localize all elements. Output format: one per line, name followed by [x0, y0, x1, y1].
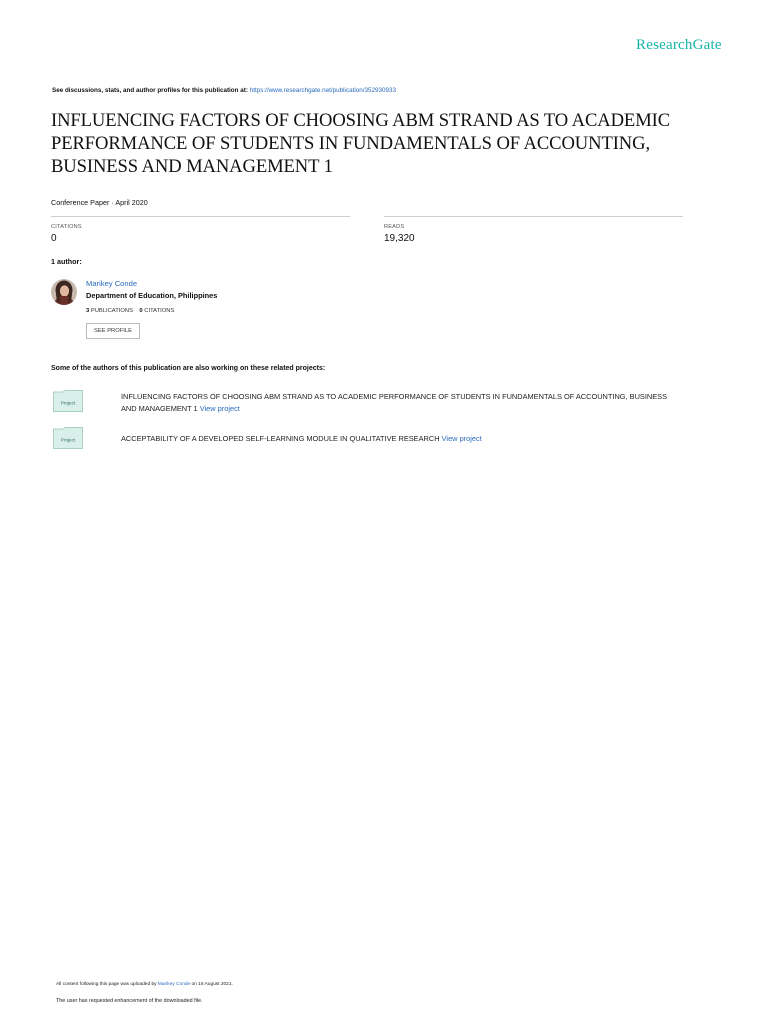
- author-stats: [86, 308, 174, 314]
- project-title: ACCEPTABILITY OF A DEVELOPED SELF-LEARNING MODULE IN QUALITATIVE RESEARCH: [121, 434, 440, 443]
- divider-left: [51, 216, 350, 217]
- reads-label: READS: [384, 224, 405, 230]
- reads-value: 19,320: [384, 233, 415, 244]
- project-item: [121, 391, 676, 415]
- project-item: [121, 433, 676, 445]
- folder-icon: [53, 390, 83, 412]
- citations-label: CITATIONS: [51, 224, 82, 230]
- avatar[interactable]: [51, 279, 77, 305]
- see-profile-button[interactable]: SEE PROFILE: [86, 323, 140, 339]
- project-icon-label: Project: [60, 437, 76, 443]
- author-citations-label: CITATIONS: [144, 308, 175, 314]
- uploader-link[interactable]: Marikey Conde: [157, 982, 191, 987]
- author-publications-label: PUBLICATIONS: [90, 308, 133, 314]
- project-icon-label: Project: [60, 400, 76, 406]
- author-name-link[interactable]: Marikey Conde: [86, 279, 138, 288]
- author-photo: [51, 279, 77, 305]
- see-discussions-line: [52, 87, 396, 94]
- publication-title: INFLUENCING FACTORS OF CHOOSING ABM STRAND AS TO ACADEMIC PERFORMANCE OF STUDENTS IN FUNDAMENTALS OF ACCOUNTING, BUSINESS AND MANAGEMENT 1: [51, 110, 671, 177]
- publication-type-date: Conference Paper · April 2020: [51, 198, 148, 207]
- author-affiliation: Department of Education, Philippines: [86, 291, 218, 300]
- view-project-link[interactable]: View project: [441, 434, 482, 443]
- author-citations-count: 0: [139, 308, 143, 314]
- authors-heading: 1 author:: [51, 257, 82, 266]
- enhancement-note: The user has requested enhancement of the downloaded file.: [56, 998, 203, 1004]
- upload-note-suffix: on 16 August 2021.: [191, 982, 233, 987]
- author-publications-count: 3: [86, 308, 90, 314]
- publication-url-link[interactable]: https://www.researchgate.net/publication/352930933: [249, 87, 397, 94]
- citations-value: 0: [51, 233, 57, 244]
- related-projects-heading: Some of the authors of this publication are also working on these related projects:: [51, 365, 326, 372]
- view-project-link[interactable]: View project: [199, 404, 240, 413]
- researchgate-logo[interactable]: ResearchGate: [636, 37, 722, 53]
- divider-right: [384, 216, 683, 217]
- project-icon[interactable]: [53, 427, 83, 454]
- project-title: INFLUENCING FACTORS OF CHOOSING ABM STRAND AS TO ACADEMIC PERFORMANCE OF STUDENTS IN FUNDAMENTALS OF ACCOUNTING, BUSINESS AND MANAGEMENT 1: [121, 392, 668, 413]
- upload-note: [56, 982, 233, 987]
- upload-note-prefix: All content following this page was uploaded by: [56, 982, 157, 987]
- see-discussions-text: See discussions, stats, and author profiles for this publication at:: [52, 87, 248, 94]
- project-icon[interactable]: [53, 390, 83, 417]
- folder-icon: [53, 427, 83, 449]
